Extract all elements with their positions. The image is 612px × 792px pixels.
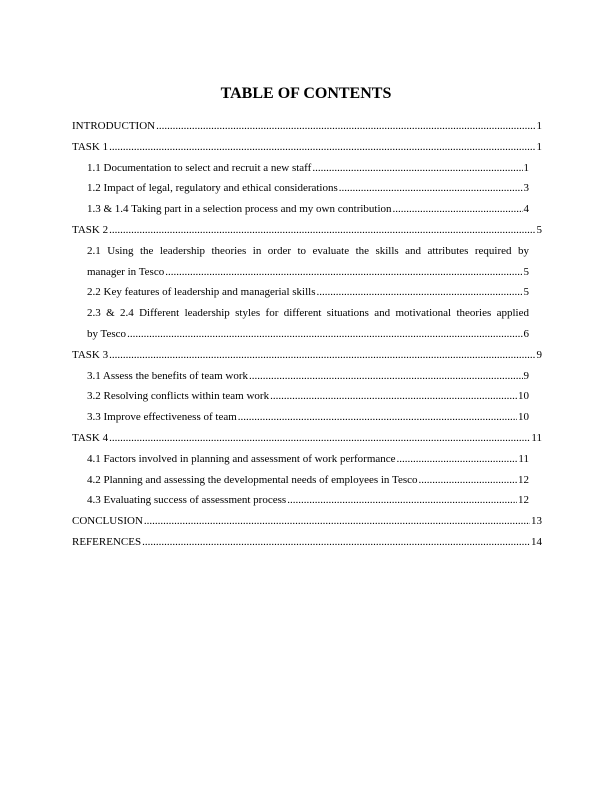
toc-page-number: 11: [518, 452, 529, 465]
toc-entry-1-1[interactable]: [72, 158, 529, 179]
dot-leader: [316, 282, 522, 303]
toc-entry-label-line-2: manager in Tesco: [87, 265, 165, 278]
dot-leader: [109, 345, 535, 366]
dot-leader: [393, 199, 523, 220]
dot-leader: [397, 449, 518, 470]
toc-page-number: 1: [523, 161, 529, 174]
toc-page-number: 6: [523, 327, 529, 340]
toc-entry-label-line-1: 2.1 Using the leadership theories in order to evaluate the skills and attributes required by: [87, 244, 529, 257]
toc-page-number: 5: [523, 265, 529, 278]
toc-entry-3-3[interactable]: [72, 407, 529, 428]
page-title: TABLE OF CONTENTS: [220, 85, 392, 102]
toc-entry-2-2[interactable]: [72, 282, 529, 303]
toc-entry-introduction[interactable]: [72, 116, 542, 137]
toc-entry-3-2[interactable]: [72, 386, 529, 407]
toc-entry-4-1[interactable]: [72, 449, 529, 470]
toc-page-number: 5: [536, 223, 542, 236]
toc-entry-label: 4.2 Planning and assessing the developmental needs of employees in Tesco: [87, 473, 418, 486]
toc-entry-label: 2.2 Key features of leadership and managerial skills: [87, 286, 316, 299]
dot-leader: [249, 366, 523, 387]
toc-entry-line-2: [87, 324, 529, 345]
toc-entry-4-2[interactable]: [72, 470, 529, 491]
dot-leader: [127, 324, 522, 345]
toc-entry-label: 3.3 Improve effectiveness of team: [87, 411, 237, 424]
dot-leader: [142, 532, 530, 553]
toc-entry-label: REFERENCES: [72, 535, 142, 548]
toc-page-number: 3: [523, 182, 529, 195]
toc-entry-1-3-1-4[interactable]: [72, 199, 529, 220]
toc-page-number: 13: [531, 515, 542, 528]
toc-entry-4-3[interactable]: [72, 490, 529, 511]
dot-leader: [312, 158, 522, 179]
toc-entry-1-2[interactable]: [72, 178, 529, 199]
toc-entry-3-1[interactable]: [72, 366, 529, 387]
toc-entry-label: 4.1 Factors involved in planning and assessment of work performance: [87, 452, 396, 465]
toc-entry-label-line-2: by Tesco: [87, 327, 127, 340]
toc-entry-2-1[interactable]: [72, 241, 529, 283]
toc-page-number: 9: [536, 348, 542, 361]
toc-page-number: 11: [531, 431, 542, 444]
toc-entry-label: 1.2 Impact of legal, regulatory and ethical considerations: [87, 182, 338, 195]
toc-page-number: 10: [518, 390, 529, 403]
toc-page-number: 5: [523, 286, 529, 299]
dot-leader: [418, 470, 517, 491]
dot-leader: [144, 511, 530, 532]
table-of-contents: [72, 116, 542, 553]
toc-page-number: 9: [523, 369, 529, 382]
toc-entry-label: 1.1 Documentation to select and recruit a new staff: [87, 161, 312, 174]
toc-entry-label: 4.3 Evaluating success of assessment process: [87, 494, 287, 507]
toc-page-number: 1: [536, 120, 542, 132]
toc-entry-task-3[interactable]: [72, 345, 542, 366]
toc-page-number: 12: [518, 494, 529, 507]
dot-leader: [109, 428, 530, 449]
toc-page-number: 10: [518, 411, 529, 424]
toc-page-number: 4: [523, 203, 529, 216]
toc-entry-label: TASK 1: [72, 140, 109, 153]
dot-leader: [109, 220, 535, 241]
toc-entry-task-4[interactable]: [72, 428, 542, 449]
dot-leader: [339, 178, 523, 199]
dot-leader: [238, 407, 517, 428]
dot-leader: [287, 490, 517, 511]
toc-entry-label: 3.2 Resolving conflicts within team work: [87, 390, 270, 403]
toc-entry-label: TASK 2: [72, 223, 109, 236]
toc-entry-line-2: [87, 262, 529, 283]
dot-leader: [270, 386, 517, 407]
toc-page-number: 1: [536, 140, 542, 153]
toc-entry-label: CONCLUSION: [72, 515, 143, 528]
toc-page-number: 14: [531, 535, 542, 548]
toc-entry-label: 1.3 & 1.4 Taking part in a selection process and my own contribution: [87, 203, 392, 216]
toc-entry-label-line-1: 2.3 & 2.4 Different leadership styles for different situations and motivational theories applied: [87, 307, 529, 320]
toc-entry-conclusion[interactable]: [72, 511, 542, 532]
dot-leader: [165, 262, 522, 283]
toc-entry-label: TASK 3: [72, 348, 109, 361]
toc-entry-task-2[interactable]: [72, 220, 542, 241]
toc-entry-2-3-2-4[interactable]: [72, 303, 529, 345]
toc-entry-label: INTRODUCTION: [72, 120, 156, 132]
dot-leader: [109, 137, 535, 158]
toc-entry-label: TASK 4: [72, 431, 109, 444]
toc-entry-references[interactable]: [72, 532, 542, 553]
toc-entry-label: 3.1 Assess the benefits of team work: [87, 369, 248, 382]
toc-entry-task-1[interactable]: [72, 137, 542, 158]
toc-page-number: 12: [518, 473, 529, 486]
dot-leader: [156, 116, 535, 137]
